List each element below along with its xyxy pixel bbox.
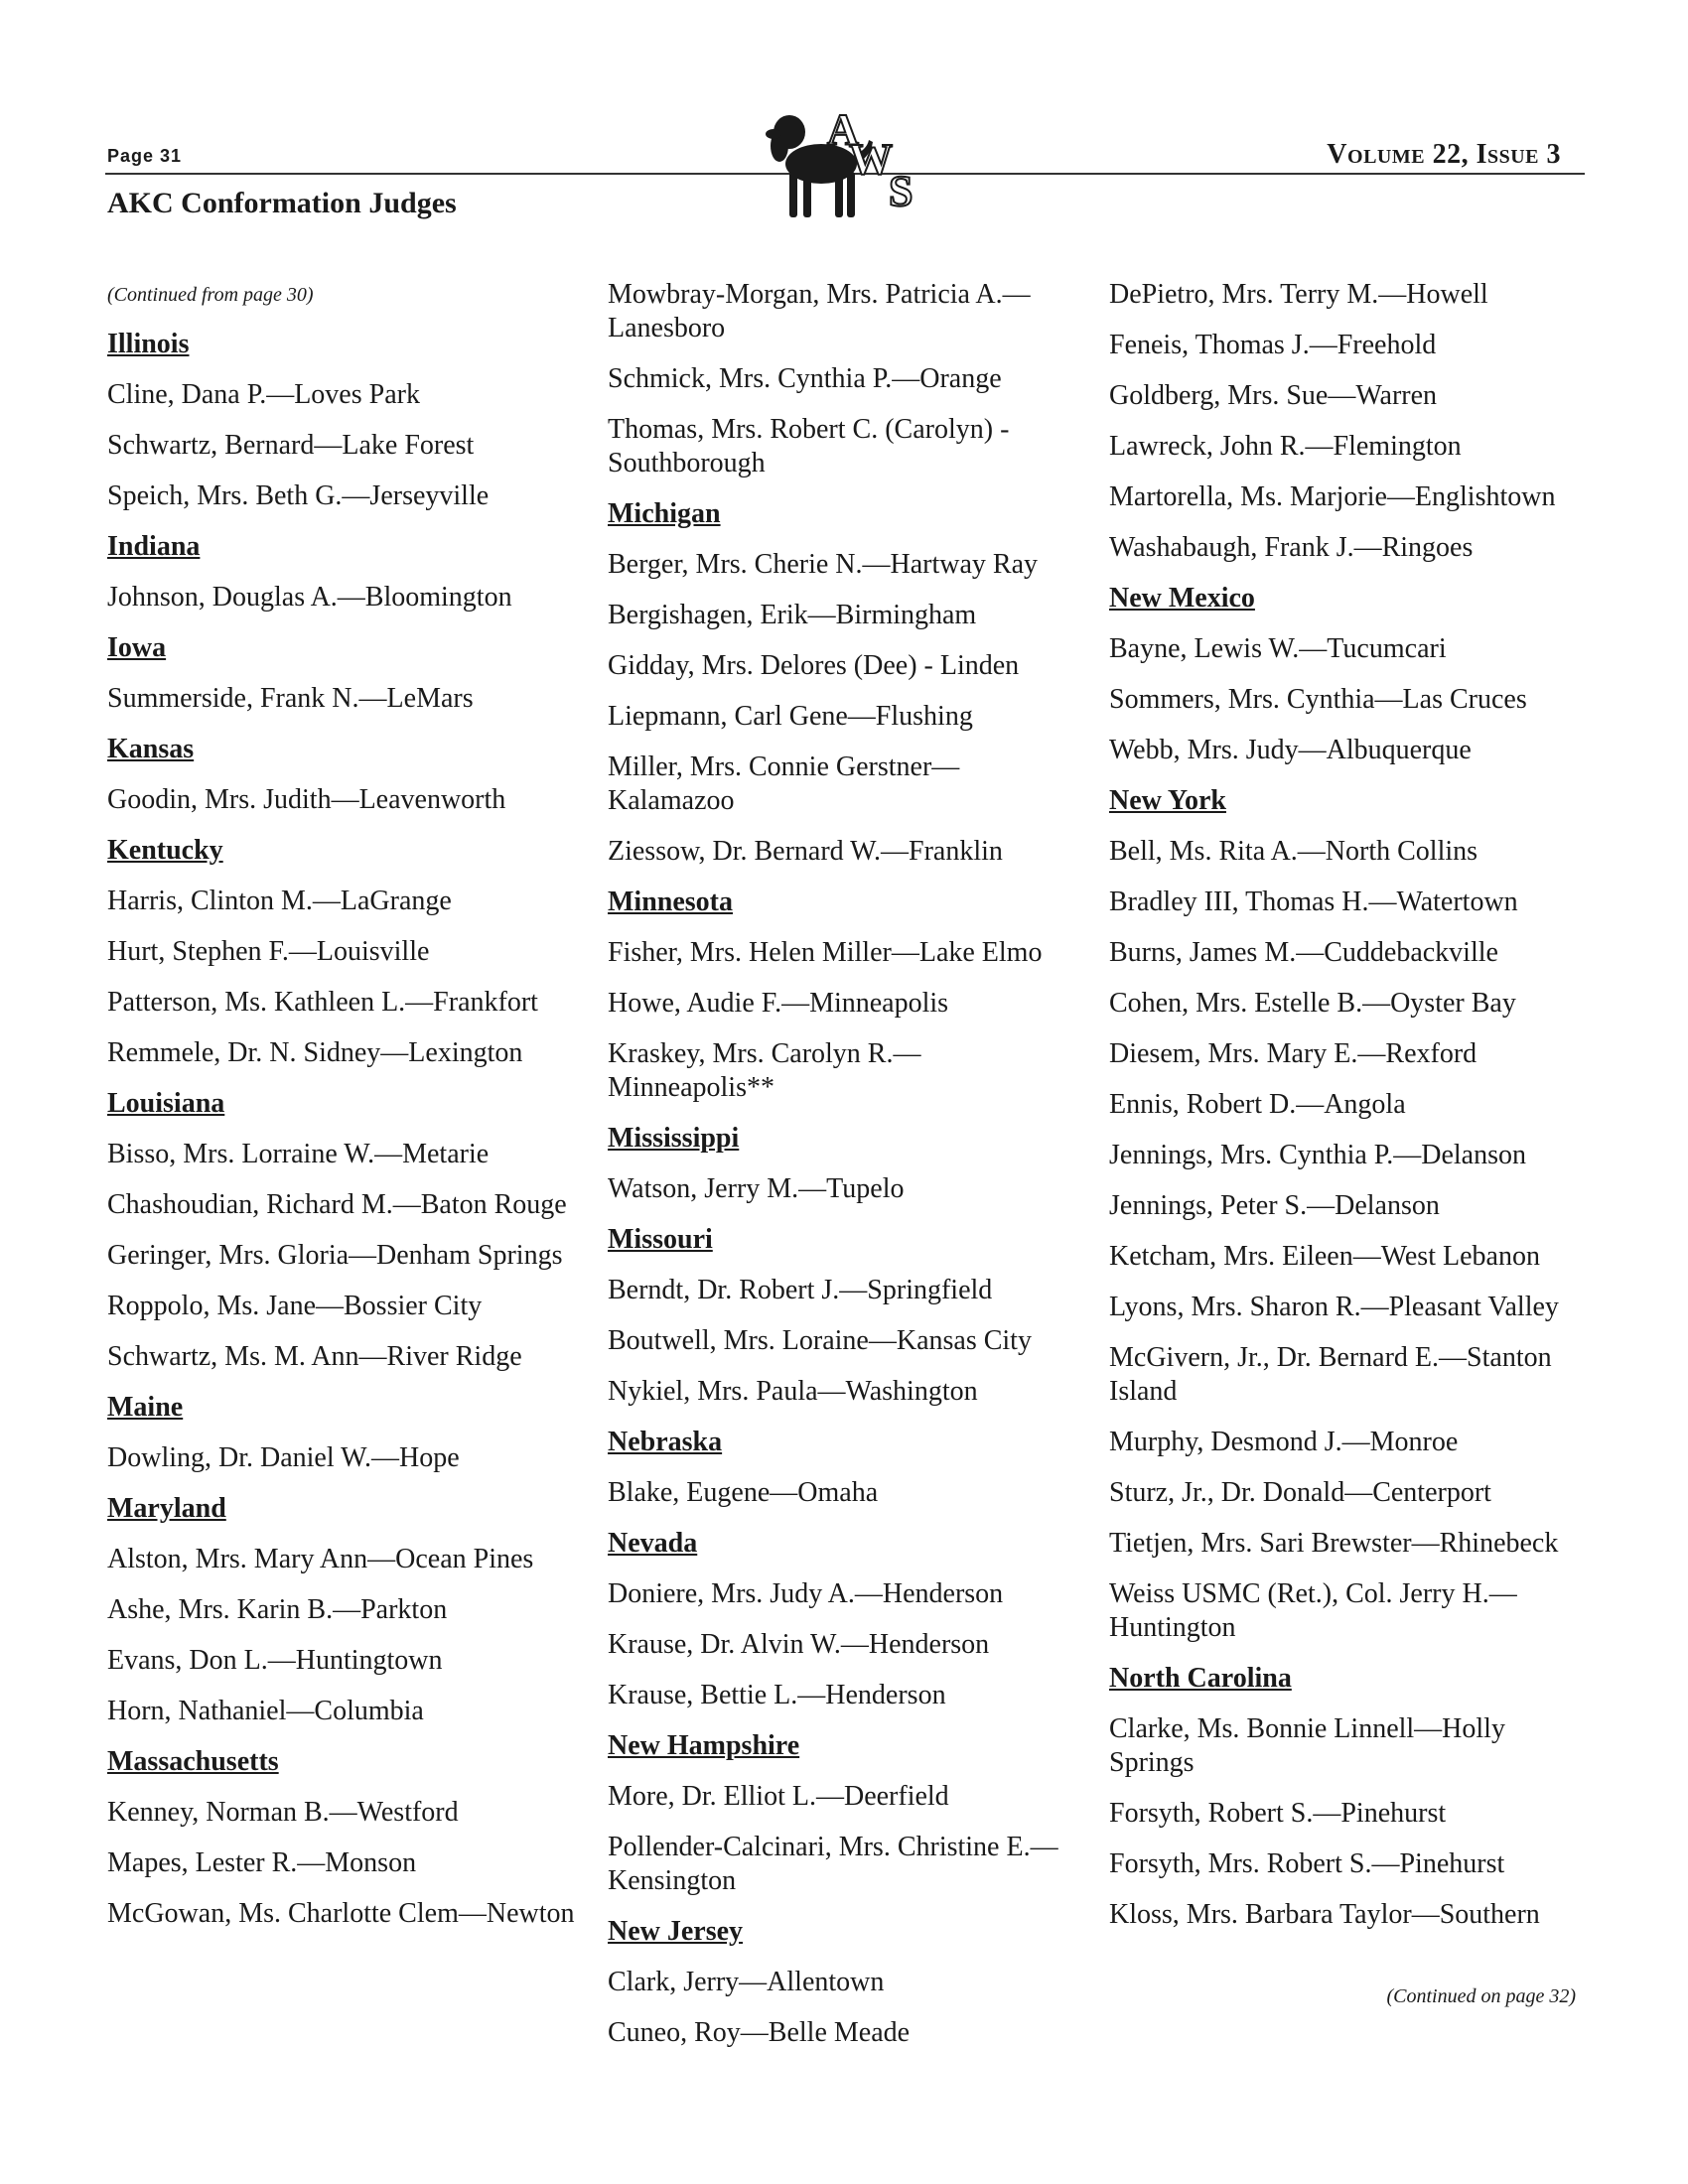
state-heading: Nebraska (608, 1427, 723, 1457)
judge-entry: Schwartz, Ms. M. Ann—River Ridge (107, 1341, 522, 1372)
state-heading: Iowa (107, 632, 167, 663)
judge-entry: Lyons, Mrs. Sharon R.—Pleasant Valley (1109, 1292, 1559, 1322)
judge-entry: Clarke, Ms. Bonnie Linnell—Holly Springs (1109, 1713, 1505, 1778)
state-heading: Kansas (107, 734, 195, 764)
judge-entry: Miller, Mrs. Connie Gerstner—Kalamazoo (608, 751, 960, 816)
judge-entry: Speich, Mrs. Beth G.—Jerseyville (107, 480, 490, 511)
judge-entry: Kloss, Mrs. Barbara Taylor—Southern (1109, 1899, 1540, 1930)
judge-entry: Patterson, Ms. Kathleen L.—Frankfort (107, 987, 538, 1018)
judge-entry: Schmick, Mrs. Cynthia P.—Orange (608, 363, 1002, 394)
column-2-list (608, 278, 1084, 2050)
judge-entry: Schwartz, Bernard—Lake Forest (107, 430, 475, 461)
volume-issue: Volume 22, Issue 3 (1327, 139, 1561, 170)
state-heading: New Mexico (1109, 583, 1255, 614)
judge-entry: Dowling, Dr. Daniel W.—Hope (107, 1442, 460, 1473)
judge-entry: McGivern, Jr., Dr. Bernard E.—Stanton Island (1109, 1342, 1552, 1407)
page-number: Page 31 (107, 146, 183, 166)
state-heading: Michigan (608, 498, 721, 529)
continued-on-note: (Continued on page 32) (1386, 1985, 1576, 2007)
aws-dog-logo (750, 94, 928, 233)
judge-entry: Summerside, Frank N.—LeMars (107, 683, 474, 714)
state-heading: Louisiana (107, 1088, 225, 1119)
judge-entry: Weiss USMC (Ret.), Col. Jerry H.—Huntington (1109, 1578, 1517, 1643)
judge-entry: Martorella, Ms. Marjorie—Englishtown (1109, 481, 1556, 512)
judge-entry: Doniere, Mrs. Judy A.—Henderson (608, 1578, 1004, 1609)
judge-entry: Liepmann, Carl Gene—Flushing (608, 701, 973, 732)
judge-entry: Alston, Mrs. Mary Ann—Ocean Pines (107, 1544, 534, 1574)
logo-text: A (827, 105, 859, 154)
state-heading: Indiana (107, 531, 201, 562)
svg-text:S: S (889, 167, 914, 215)
state-heading: Minnesota (608, 887, 733, 917)
judge-entry: Chashoudian, Richard M.—Baton Rouge (107, 1189, 567, 1220)
judge-entry: Horn, Nathaniel—Columbia (107, 1696, 424, 1726)
judge-entry: Sommers, Mrs. Cynthia—Las Cruces (1109, 684, 1527, 715)
judge-entry: Diesem, Mrs. Mary E.—Rexford (1109, 1038, 1477, 1069)
judge-entry: Johnson, Douglas A.—Bloomington (107, 582, 512, 613)
judge-entry: Boutwell, Mrs. Loraine—Kansas City (608, 1325, 1032, 1356)
state-heading: Illinois (107, 329, 190, 359)
judge-entry: Cohen, Mrs. Estelle B.—Oyster Bay (1109, 988, 1516, 1019)
state-heading: Massachusetts (107, 1746, 279, 1777)
state-heading: New Hampshire (608, 1730, 800, 1761)
continued-from-note: (Continued from page 30) (107, 284, 314, 306)
judge-entry: DePietro, Mrs. Terry M.—Howell (1109, 279, 1488, 310)
column-1-list (107, 328, 584, 1931)
judge-entry: Bisso, Mrs. Lorraine W.—Metarie (107, 1139, 490, 1169)
column-3-list (1109, 278, 1586, 1932)
judge-entry: Harris, Clinton M.—LaGrange (107, 886, 452, 916)
judge-entry: Burns, James M.—Cuddebackville (1109, 937, 1498, 968)
judge-entry: Bayne, Lewis W.—Tucumcari (1109, 633, 1447, 664)
judge-entry: Roppolo, Ms. Jane—Bossier City (107, 1291, 483, 1321)
column-3 (1109, 278, 1586, 1949)
judge-entry: Webb, Mrs. Judy—Albuquerque (1109, 735, 1472, 765)
judge-entry: Mapes, Lester R.—Monson (107, 1847, 417, 1878)
judge-entry: Ziessow, Dr. Bernard W.—Franklin (608, 836, 1003, 867)
column-1 (107, 278, 584, 1948)
judge-entry: Gidday, Mrs. Delores (Dee) - Linden (608, 650, 1020, 681)
judge-entry: McGowan, Ms. Charlotte Clem—Newton (107, 1898, 575, 1929)
judge-entry: Remmele, Dr. N. Sidney—Lexington (107, 1037, 523, 1068)
judge-entry: Clark, Jerry—Allentown (608, 1967, 885, 1997)
judge-entry: Cline, Dana P.—Loves Park (107, 379, 420, 410)
judge-entry: Hurt, Stephen F.—Louisville (107, 936, 430, 967)
judge-entry: Thomas, Mrs. Robert C. (Carolyn) - Southborough (608, 414, 1010, 478)
judge-entry: Jennings, Peter S.—Delanson (1109, 1190, 1440, 1221)
judge-entry: Bergishagen, Erik—Birmingham (608, 600, 977, 630)
judge-entry: Watson, Jerry M.—Tupelo (608, 1173, 905, 1204)
judge-entry: Forsyth, Mrs. Robert S.—Pinehurst (1109, 1848, 1505, 1879)
column-2 (608, 278, 1084, 2067)
state-heading: New York (1109, 785, 1226, 816)
judge-entry: Evans, Don L.—Huntingtown (107, 1645, 443, 1676)
judge-entry: Berndt, Dr. Robert J.—Springfield (608, 1275, 993, 1305)
judge-entry: More, Dr. Elliot L.—Deerfield (608, 1781, 949, 1812)
judge-entry: Krause, Bettie L.—Henderson (608, 1680, 946, 1710)
judge-entry: Fisher, Mrs. Helen Miller—Lake Elmo (608, 937, 1043, 968)
judge-entry: Lawreck, John R.—Flemington (1109, 431, 1462, 462)
judge-entry: Kenney, Norman B.—Westford (107, 1797, 459, 1828)
judge-entry: Forsyth, Robert S.—Pinehurst (1109, 1798, 1447, 1829)
judge-entry: Murphy, Desmond J.—Monroe (1109, 1427, 1459, 1457)
judge-entry: Ashe, Mrs. Karin B.—Parkton (107, 1594, 448, 1625)
judge-entry: Nykiel, Mrs. Paula—Washington (608, 1376, 978, 1407)
state-heading: Mississippi (608, 1123, 740, 1154)
judge-entry: Feneis, Thomas J.—Freehold (1109, 330, 1437, 360)
judge-entry: Washabaugh, Frank J.—Ringoes (1109, 532, 1474, 563)
judge-entry: Geringer, Mrs. Gloria—Denham Springs (107, 1240, 563, 1271)
state-heading: Missouri (608, 1224, 713, 1255)
judge-entry: Goldberg, Mrs. Sue—Warren (1109, 380, 1438, 411)
judge-entry: Cuneo, Roy—Belle Meade (608, 2017, 911, 2048)
state-heading: Nevada (608, 1528, 698, 1559)
judge-entry: Mowbray-Morgan, Mrs. Patricia A.—Lanesboro (608, 279, 1031, 343)
judge-entry: Blake, Eugene—Omaha (608, 1477, 879, 1508)
judge-entry: Goodin, Mrs. Judith—Leavenworth (107, 784, 506, 815)
judge-entry: Tietjen, Mrs. Sari Brewster—Rhinebeck (1109, 1528, 1559, 1559)
state-heading: Maine (107, 1392, 184, 1423)
judge-entry: Sturz, Jr., Dr. Donald—Centerport (1109, 1477, 1491, 1508)
judge-entry: Ketcham, Mrs. Eileen—West Lebanon (1109, 1241, 1540, 1272)
svg-text:W: W (849, 135, 893, 184)
judge-entry: Berger, Mrs. Cherie N.—Hartway Ray (608, 549, 1039, 580)
judge-entry: Jennings, Mrs. Cynthia P.—Delanson (1109, 1140, 1526, 1170)
section-title: AKC Conformation Judges (107, 187, 457, 219)
judge-entry: Howe, Audie F.—Minneapolis (608, 988, 949, 1019)
state-heading: New Jersey (608, 1916, 744, 1947)
state-heading: North Carolina (1109, 1663, 1292, 1694)
judge-entry: Pollender-Calcinari, Mrs. Christine E.—Kensington (608, 1832, 1058, 1896)
judge-entry: Bell, Ms. Rita A.—North Collins (1109, 836, 1478, 867)
judge-entry: Krause, Dr. Alvin W.—Henderson (608, 1629, 990, 1660)
state-heading: Kentucky (107, 835, 223, 866)
state-heading: Maryland (107, 1493, 226, 1524)
judge-entry: Kraskey, Mrs. Carolyn R.—Minneapolis** (608, 1038, 921, 1103)
judge-entry: Ennis, Robert D.—Angola (1109, 1089, 1406, 1120)
judge-entry: Bradley III, Thomas H.—Watertown (1109, 887, 1518, 917)
